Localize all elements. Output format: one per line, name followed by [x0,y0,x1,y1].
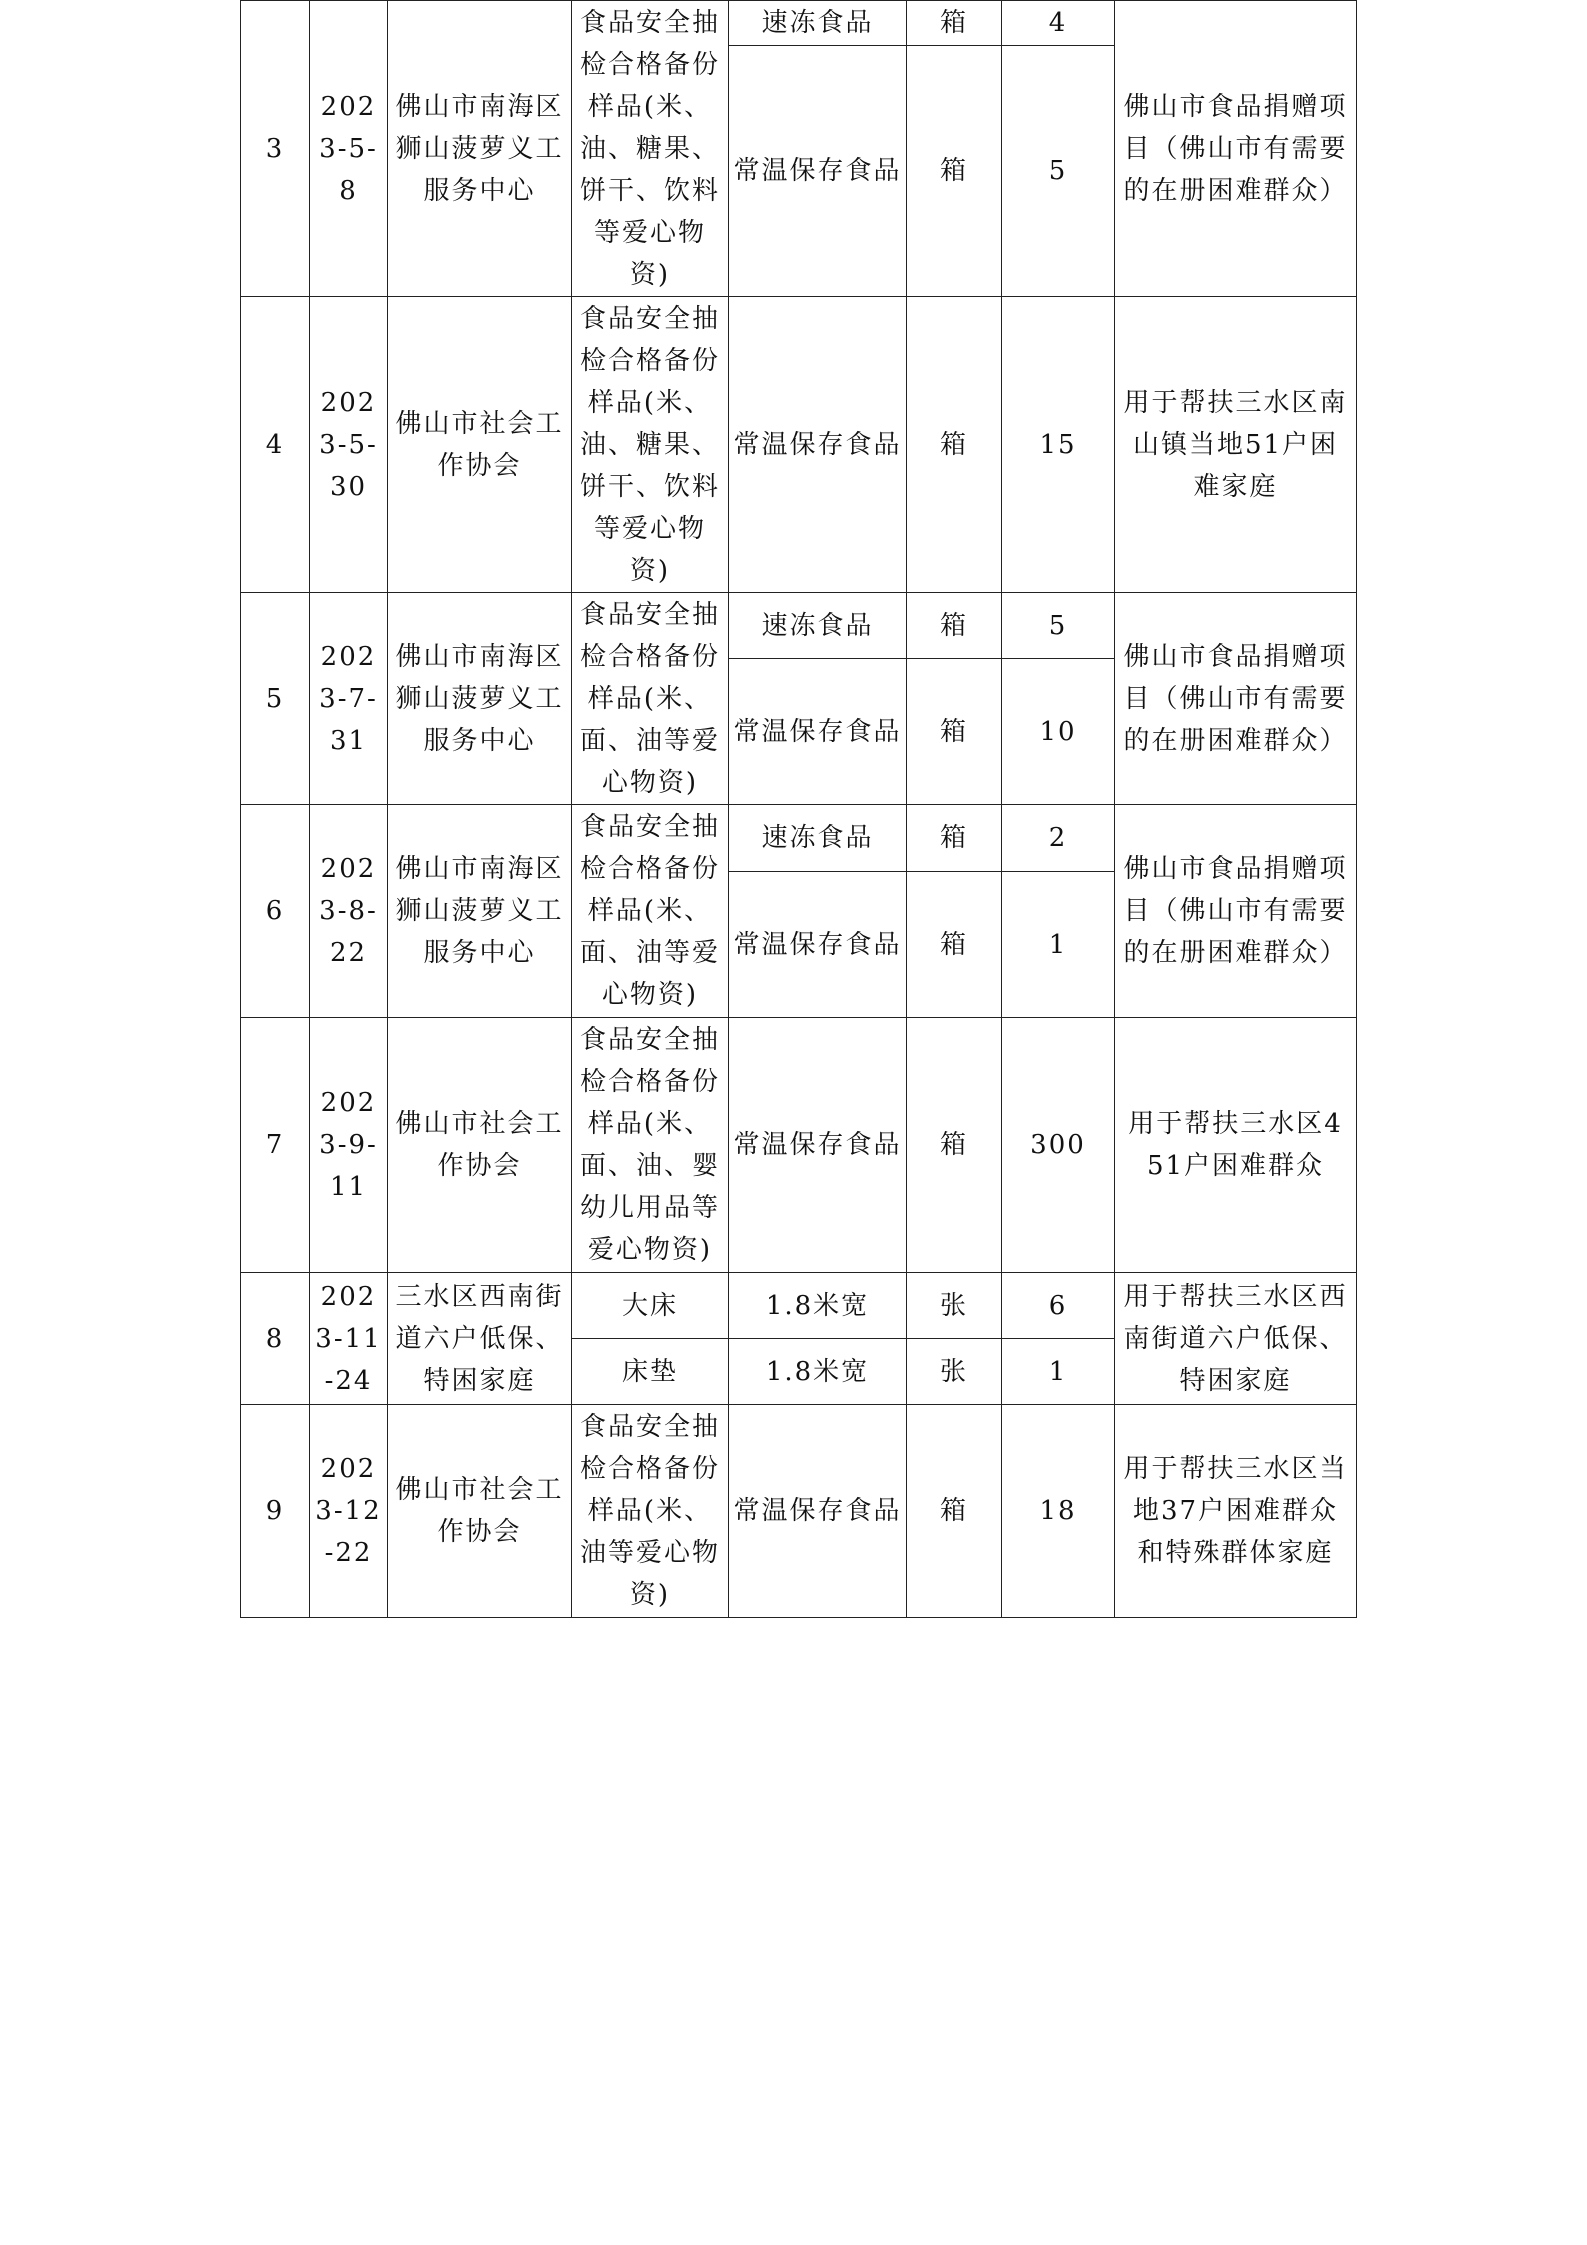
item-unit: 张 [907,1273,1002,1339]
row-date: 2023-7-31 [310,593,388,805]
item-unit: 箱 [907,1405,1002,1618]
table-row [241,593,1357,659]
table-row [241,297,1357,593]
item-qty: 1 [1002,1339,1115,1405]
row-purpose: 用于帮扶三水区南山镇当地51户困难家庭 [1115,297,1357,593]
row-recipient: 佛山市南海区狮山菠萝义工服务中心 [388,1,572,297]
item-name: 常温保存食品 [729,46,907,297]
row-goods: 食品安全抽检合格备份样品(米、面、油等爱心物资) [572,805,729,1018]
item-name: 速冻食品 [729,593,907,659]
row-goods: 食品安全抽检合格备份样品(米、油、糖果、饼干、饮料等爱心物资) [572,1,729,297]
row-number: 4 [241,297,310,593]
row-recipient: 佛山市社会工作协会 [388,1405,572,1618]
table-row [241,1405,1357,1618]
item-qty: 4 [1002,1,1115,46]
row-goods: 食品安全抽检合格备份样品(米、油等爱心物资) [572,1405,729,1618]
item-unit: 箱 [907,593,1002,659]
row-number: 7 [241,1018,310,1273]
row-purpose: 佛山市食品捐赠项目（佛山市有需要的在册困难群众） [1115,1,1357,297]
item-qty: 300 [1002,1018,1115,1273]
row-purpose: 用于帮扶三水区451户困难群众 [1115,1018,1357,1273]
row-date: 2023-11-24 [310,1273,388,1405]
row-number: 8 [241,1273,310,1405]
item-name: 常温保存食品 [729,1405,907,1618]
item-qty: 5 [1002,46,1115,297]
row-goods: 食品安全抽检合格备份样品(米、面、油、婴幼儿用品等爱心物资) [572,1018,729,1273]
item-goods: 床垫 [572,1339,729,1405]
item-qty: 2 [1002,805,1115,872]
item-unit: 箱 [907,1,1002,46]
row-recipient: 佛山市南海区狮山菠萝义工服务中心 [388,593,572,805]
item-qty: 1 [1002,872,1115,1018]
row-number: 5 [241,593,310,805]
item-qty: 6 [1002,1273,1115,1339]
item-unit: 箱 [907,1018,1002,1273]
item-name: 速冻食品 [729,805,907,872]
row-purpose: 用于帮扶三水区西南街道六户低保、特困家庭 [1115,1273,1357,1405]
table-row [241,805,1357,872]
item-qty: 5 [1002,593,1115,659]
item-name: 常温保存食品 [729,659,907,805]
item-unit: 箱 [907,805,1002,872]
item-name: 常温保存食品 [729,872,907,1018]
item-name: 1.8米宽 [729,1339,907,1405]
row-purpose: 佛山市食品捐赠项目（佛山市有需要的在册困难群众） [1115,805,1357,1018]
item-unit: 箱 [907,872,1002,1018]
item-qty: 10 [1002,659,1115,805]
row-number: 3 [241,1,310,297]
item-unit: 箱 [907,297,1002,593]
item-goods: 大床 [572,1273,729,1339]
row-recipient: 三水区西南街道六户低保、特困家庭 [388,1273,572,1405]
row-number: 6 [241,805,310,1018]
item-qty: 15 [1002,297,1115,593]
row-purpose: 用于帮扶三水区当地37户困难群众和特殊群体家庭 [1115,1405,1357,1618]
item-unit: 箱 [907,659,1002,805]
row-date: 2023-9-11 [310,1018,388,1273]
row-date: 2023-5-8 [310,1,388,297]
row-number: 9 [241,1405,310,1618]
row-date: 2023-5-30 [310,297,388,593]
item-unit: 张 [907,1339,1002,1405]
row-recipient: 佛山市社会工作协会 [388,1018,572,1273]
row-goods: 食品安全抽检合格备份样品(米、面、油等爱心物资) [572,593,729,805]
table-row [241,1018,1357,1273]
item-qty: 18 [1002,1405,1115,1618]
item-name: 常温保存食品 [729,1018,907,1273]
row-date: 2023-8-22 [310,805,388,1018]
row-date: 2023-12-22 [310,1405,388,1618]
donation-table [240,0,1357,1618]
row-purpose: 佛山市食品捐赠项目（佛山市有需要的在册困难群众） [1115,593,1357,805]
row-recipient: 佛山市社会工作协会 [388,297,572,593]
table-row [241,1273,1357,1339]
item-name: 1.8米宽 [729,1273,907,1339]
row-goods: 食品安全抽检合格备份样品(米、油、糖果、饼干、饮料等爱心物资) [572,297,729,593]
item-unit: 箱 [907,46,1002,297]
row-recipient: 佛山市南海区狮山菠萝义工服务中心 [388,805,572,1018]
item-name: 速冻食品 [729,1,907,46]
item-name: 常温保存食品 [729,297,907,593]
table-row [241,1,1357,46]
